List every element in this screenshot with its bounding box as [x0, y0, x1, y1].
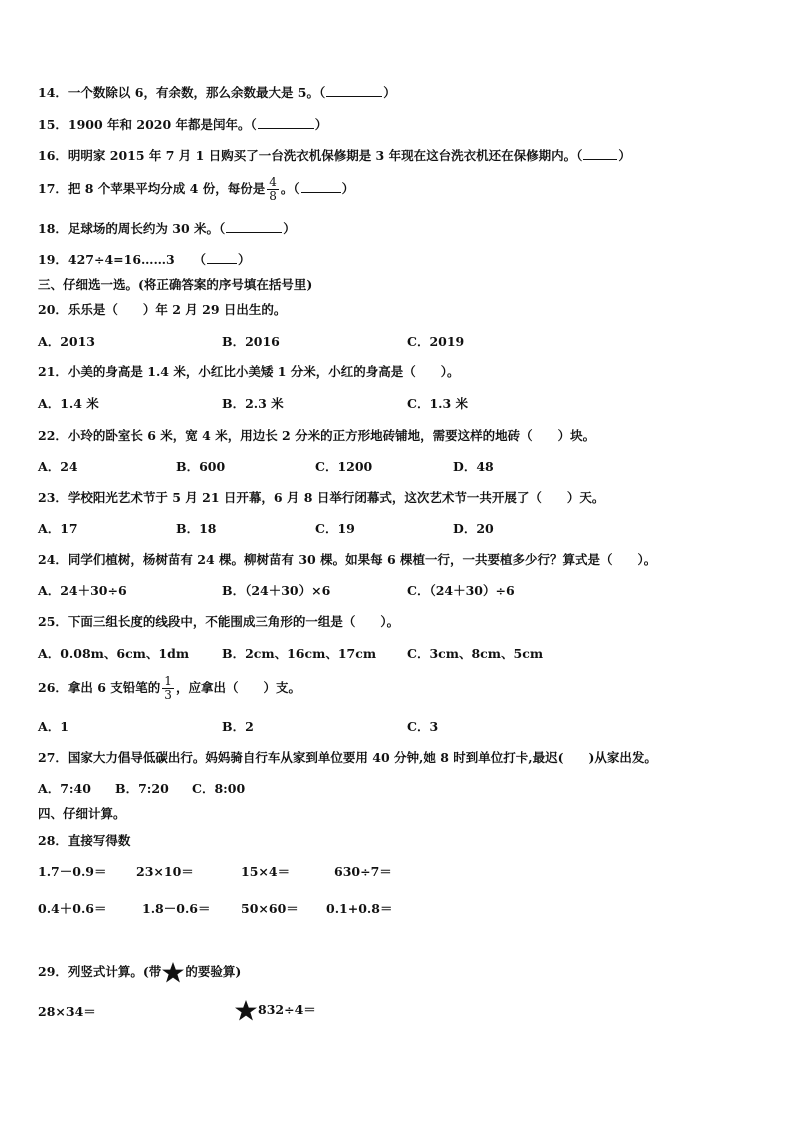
option-d[interactable]: D．48 [453, 459, 494, 474]
question-24: 24．同学们植树，杨树苗有 24 棵。柳树苗有 30 棵。如果每 6 棵植一行，一共要植多少行？算式是（ ）。 [38, 552, 657, 567]
option-b[interactable]: B．（24＋30）×6 [222, 583, 331, 598]
option-c[interactable]: C．3 [407, 719, 439, 734]
option-c[interactable]: C．19 [315, 521, 355, 536]
calc-item: 1.8－0.6＝ [142, 901, 211, 916]
question-17: 17．把 8 个苹果平均分成 4 份，每份是 $\frac{4}{8}$ 。（ ） [38, 175, 355, 203]
option-a[interactable]: A．17 [38, 521, 78, 536]
question-23: 23．学校阳光艺术节于 5 月 21 日开幕，6 月 8 日举行闭幕式，这次艺术节一共开展了（ ）天。 [38, 490, 605, 505]
calc-item: 50×60＝ [241, 901, 299, 916]
option-b[interactable]: B．18 [176, 521, 217, 536]
calc-item: 0.1+0.8＝ [326, 901, 393, 916]
option-a[interactable]: A．7:40 [38, 781, 91, 796]
star-icon [161, 961, 185, 984]
question-29: 29．列竖式计算。(带 的要验算) [38, 961, 241, 984]
option-b[interactable]: B．2cm、16cm、17cm [222, 646, 377, 661]
question-26: 26．拿出 6 支铅笔的 $\frac{1}{3}$ ，应拿出（ ）支。 [38, 674, 301, 702]
answer-blank[interactable] [258, 116, 314, 129]
calc-item: 630÷7＝ [334, 864, 392, 879]
answer-blank[interactable] [583, 147, 617, 160]
question-15: 15．1900 年和 2020 年都是闰年。（ ） [38, 117, 328, 132]
option-c[interactable]: C．（24＋30）÷6 [407, 583, 515, 598]
question-27: 27．国家大力倡导低碳出行。妈妈骑自行车从家到单位要用 40 分钟,她 8 时到单位打卡,最迟( )从家出发。 [38, 750, 657, 765]
fraction: $\frac{1}{3}$ [164, 674, 172, 702]
exercise-2: 832÷4＝ [234, 999, 316, 1022]
option-b[interactable]: B．2 [222, 719, 254, 734]
fraction: $\frac{4}{8}$ [269, 175, 277, 203]
option-a[interactable]: A．1 [38, 719, 69, 734]
question-18: 18．足球场的周长约为 30 米。（ ） [38, 221, 296, 236]
calc-item: 0.4＋0.6＝ [38, 901, 107, 916]
option-a[interactable]: A．0.08m、6cm、1dm [38, 646, 190, 661]
option-b[interactable]: B．2.3 米 [222, 396, 284, 411]
section-4-heading: 四、仔细计算。 [38, 806, 126, 821]
option-b[interactable]: B．7:20 [115, 781, 169, 796]
option-a[interactable]: A．24＋30÷6 [38, 583, 127, 598]
option-b[interactable]: B．2016 [222, 334, 280, 349]
question-28-title: 28．直接写得数 [38, 833, 131, 848]
question-16: 16．明明家 2015 年 7 月 1 日购买了一台洗衣机保修期是 3 年现在这台洗衣机还在保修期内。（ ） [38, 148, 631, 163]
calc-item: 1.7－0.9＝ [38, 864, 107, 879]
option-b[interactable]: B．600 [176, 459, 226, 474]
question-25: 25．下面三组长度的线段中，不能围成三角形的一组是（ ）。 [38, 614, 400, 629]
option-c[interactable]: C．1200 [315, 459, 373, 474]
option-a[interactable]: A．2013 [38, 334, 95, 349]
option-a[interactable]: A．1.4 米 [38, 396, 99, 411]
question-20: 20．乐乐是（ ）年 2 月 29 日出生的。 [38, 302, 287, 317]
option-c[interactable]: C．8:00 [192, 781, 246, 796]
option-c[interactable]: C．1.3 米 [407, 396, 469, 411]
option-c[interactable]: C．2019 [407, 334, 465, 349]
option-d[interactable]: D．20 [453, 521, 494, 536]
exercise-1: 28×34＝ [38, 1004, 96, 1019]
calc-item: 15×4＝ [241, 864, 291, 879]
calc-item: 23×10＝ [136, 864, 194, 879]
option-a[interactable]: A．24 [38, 459, 78, 474]
answer-blank[interactable] [326, 84, 382, 97]
answer-blank[interactable] [301, 180, 341, 193]
question-22: 22．小玲的卧室长 6 米，宽 4 米，用边长 2 分米的正方形地砖铺地，需要这样的地砖（ ）块。 [38, 428, 596, 443]
star-icon [234, 999, 258, 1022]
answer-blank[interactable] [207, 251, 237, 264]
section-3-heading: 三、仔细选一选。(将正确答案的序号填在括号里) [38, 277, 313, 292]
question-19: 19．427÷4=16……3 （ ） [38, 252, 251, 267]
answer-blank[interactable] [226, 220, 282, 233]
question-21: 21．小美的身高是 1.4 米，小红比小美矮 1 分米，小红的身高是（ ）。 [38, 364, 460, 379]
option-c[interactable]: C．3cm、8cm、5cm [407, 646, 544, 661]
question-14: 14．一个数除以 6，有余数，那么余数最大是 5。（ ） [38, 85, 396, 100]
